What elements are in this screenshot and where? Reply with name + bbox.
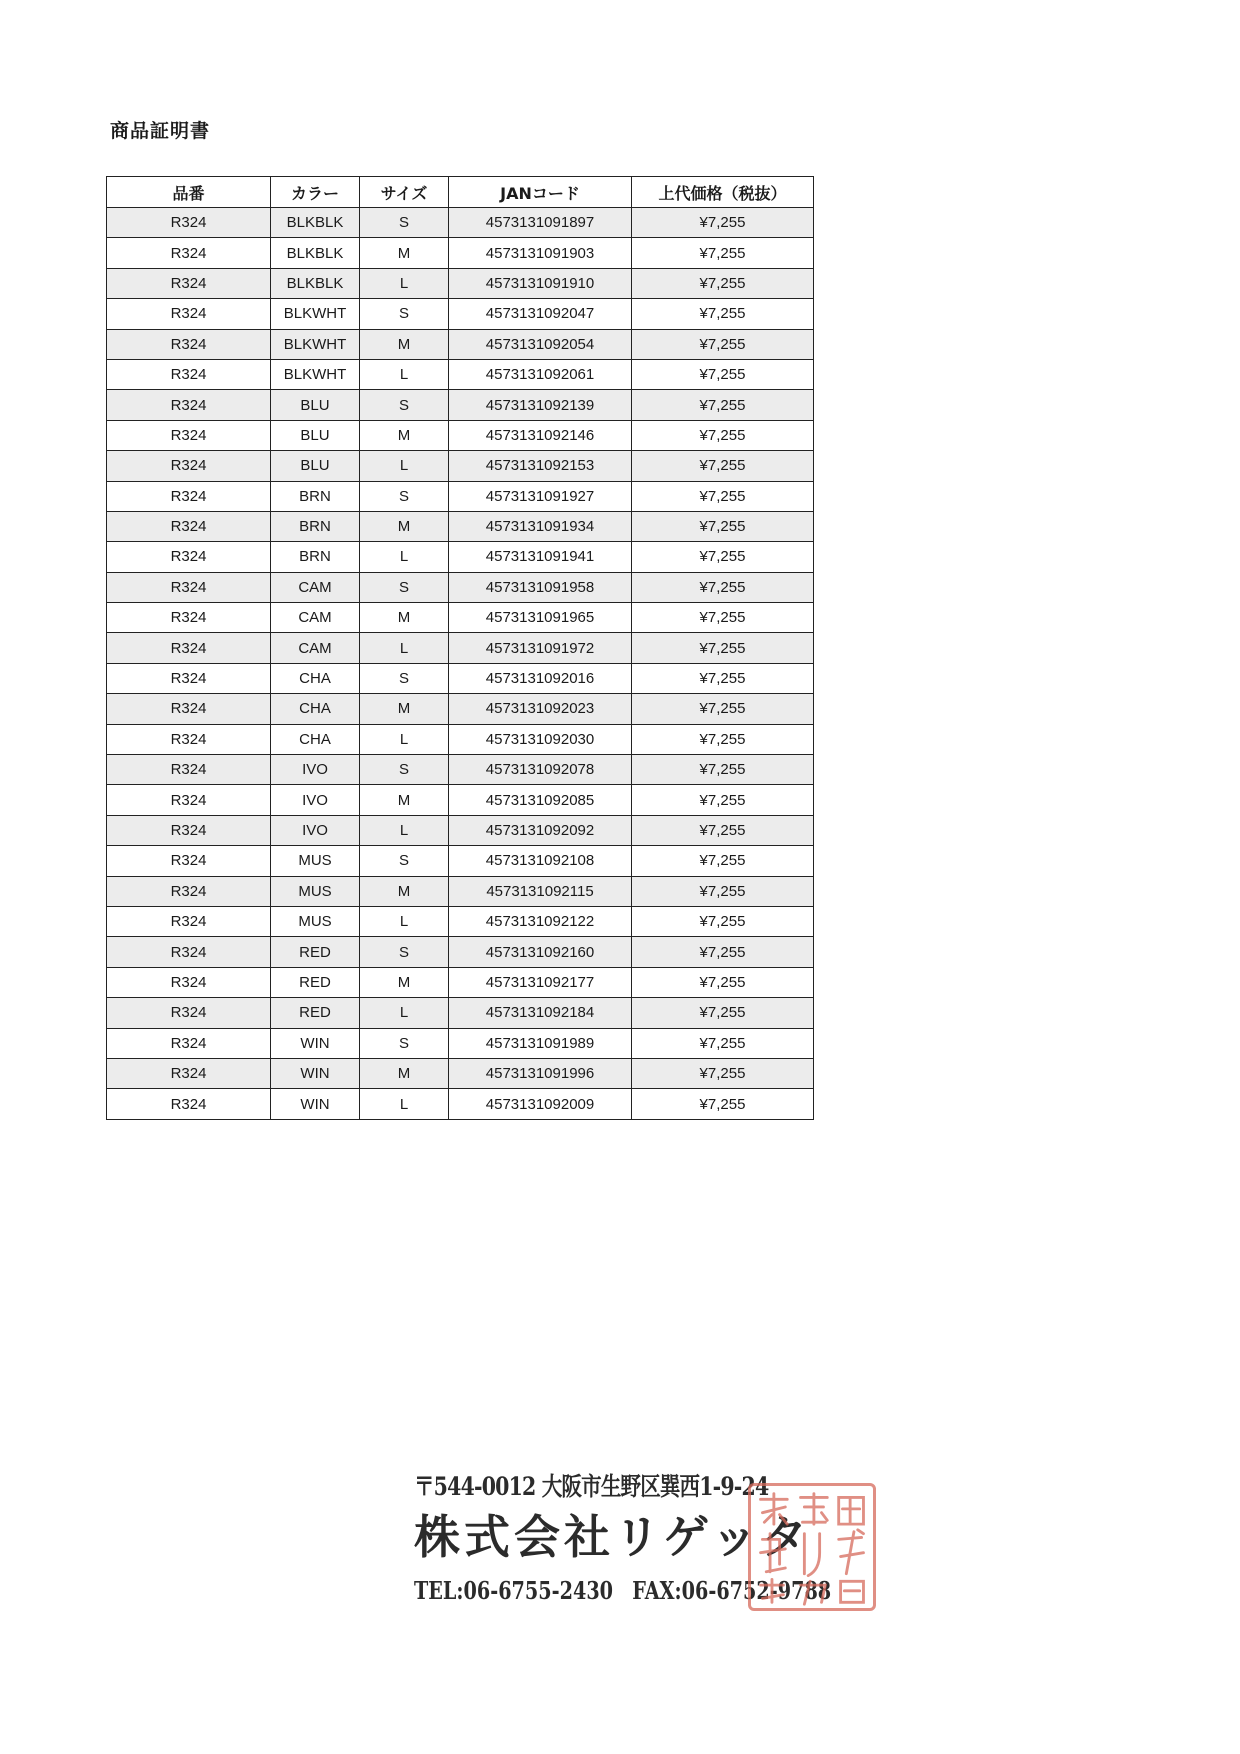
color-cell: BLU: [271, 420, 360, 450]
product-number-cell: R324: [107, 603, 271, 633]
product-number-cell: R324: [107, 572, 271, 602]
price-cell: ¥7,255: [632, 481, 814, 511]
price-cell: ¥7,255: [632, 876, 814, 906]
company-name: 株式会社リゲッタ: [414, 1510, 812, 1564]
jan-code-cell: 4573131091996: [449, 1058, 632, 1088]
size-cell: S: [360, 572, 449, 602]
price-cell: ¥7,255: [632, 1089, 814, 1119]
size-cell: S: [360, 937, 449, 967]
price-cell: ¥7,255: [632, 694, 814, 724]
price-cell: ¥7,255: [632, 967, 814, 997]
color-cell: RED: [271, 967, 360, 997]
size-cell: M: [360, 329, 449, 359]
color-cell: BLKBLK: [271, 238, 360, 268]
product-number-cell: R324: [107, 299, 271, 329]
color-cell: BLU: [271, 390, 360, 420]
table-row: [107, 603, 814, 633]
table-row: [107, 1058, 814, 1088]
price-cell: ¥7,255: [632, 937, 814, 967]
size-cell: M: [360, 694, 449, 724]
price-cell: ¥7,255: [632, 238, 814, 268]
product-number-cell: R324: [107, 1028, 271, 1058]
jan-code-cell: 4573131092009: [449, 1089, 632, 1119]
price-cell: ¥7,255: [632, 451, 814, 481]
size-cell: M: [360, 511, 449, 541]
table-row: [107, 390, 814, 420]
header-color: カラー: [271, 177, 360, 208]
size-cell: M: [360, 603, 449, 633]
size-cell: L: [360, 724, 449, 754]
jan-code-cell: 4573131092054: [449, 329, 632, 359]
price-cell: ¥7,255: [632, 299, 814, 329]
jan-code-cell: 4573131091927: [449, 481, 632, 511]
jan-code-cell: 4573131092139: [449, 390, 632, 420]
size-cell: M: [360, 785, 449, 815]
jan-code-cell: 4573131091897: [449, 208, 632, 238]
product-number-cell: R324: [107, 329, 271, 359]
jan-code-cell: 4573131092108: [449, 846, 632, 876]
company-contact: TEL:06-6755-2430 FAX:06-6752-9788: [414, 1576, 832, 1605]
product-number-cell: R324: [107, 208, 271, 238]
table-row: [107, 238, 814, 268]
size-cell: L: [360, 815, 449, 845]
jan-code-cell: 4573131092016: [449, 663, 632, 693]
color-cell: BLKWHT: [271, 329, 360, 359]
product-number-cell: R324: [107, 268, 271, 298]
product-number-cell: R324: [107, 511, 271, 541]
header-jan-code: JANコード: [449, 177, 632, 208]
product-number-cell: R324: [107, 451, 271, 481]
color-cell: IVO: [271, 755, 360, 785]
jan-code-cell: 4573131092153: [449, 451, 632, 481]
size-cell: M: [360, 420, 449, 450]
product-number-cell: R324: [107, 633, 271, 663]
color-cell: BRN: [271, 542, 360, 572]
table-row: [107, 785, 814, 815]
size-cell: S: [360, 208, 449, 238]
color-cell: WIN: [271, 1028, 360, 1058]
product-number-cell: R324: [107, 694, 271, 724]
product-number-cell: R324: [107, 815, 271, 845]
table-row: [107, 542, 814, 572]
header-retail-price: 上代価格（税抜）: [632, 177, 814, 208]
size-cell: L: [360, 1089, 449, 1119]
product-number-cell: R324: [107, 998, 271, 1028]
color-cell: BLKWHT: [271, 299, 360, 329]
product-number-cell: R324: [107, 481, 271, 511]
color-cell: BLU: [271, 451, 360, 481]
color-cell: MUS: [271, 876, 360, 906]
price-cell: ¥7,255: [632, 359, 814, 389]
product-number-cell: R324: [107, 542, 271, 572]
size-cell: L: [360, 633, 449, 663]
price-cell: ¥7,255: [632, 329, 814, 359]
color-cell: RED: [271, 998, 360, 1028]
table-row: [107, 967, 814, 997]
company-seal: [748, 1483, 876, 1611]
table-row: [107, 451, 814, 481]
product-number-cell: R324: [107, 937, 271, 967]
price-cell: ¥7,255: [632, 268, 814, 298]
table-row: [107, 511, 814, 541]
product-number-cell: R324: [107, 420, 271, 450]
jan-code-cell: 4573131091972: [449, 633, 632, 663]
table-row: [107, 1089, 814, 1119]
jan-code-cell: 4573131092085: [449, 785, 632, 815]
table-row: [107, 359, 814, 389]
product-number-cell: R324: [107, 967, 271, 997]
product-number-cell: R324: [107, 1089, 271, 1119]
company-seal-icon: [751, 1486, 873, 1608]
size-cell: S: [360, 390, 449, 420]
table-row: [107, 420, 814, 450]
table-row: [107, 208, 814, 238]
color-cell: CHA: [271, 663, 360, 693]
price-cell: ¥7,255: [632, 998, 814, 1028]
color-cell: CAM: [271, 572, 360, 602]
table-row: [107, 998, 814, 1028]
price-cell: ¥7,255: [632, 906, 814, 936]
product-number-cell: R324: [107, 238, 271, 268]
color-cell: RED: [271, 937, 360, 967]
color-cell: BLKBLK: [271, 268, 360, 298]
color-cell: MUS: [271, 906, 360, 936]
table-body: [107, 208, 814, 1120]
size-cell: L: [360, 451, 449, 481]
price-cell: ¥7,255: [632, 755, 814, 785]
jan-code-cell: 4573131092092: [449, 815, 632, 845]
company-address: 〒544-0012 大阪市生野区巽西1-9-24: [414, 1472, 769, 1501]
jan-code-cell: 4573131092122: [449, 906, 632, 936]
color-cell: BLKBLK: [271, 208, 360, 238]
product-number-cell: R324: [107, 846, 271, 876]
jan-code-cell: 4573131091989: [449, 1028, 632, 1058]
price-cell: ¥7,255: [632, 420, 814, 450]
price-cell: ¥7,255: [632, 633, 814, 663]
table-row: [107, 1028, 814, 1058]
size-cell: L: [360, 268, 449, 298]
product-number-cell: R324: [107, 755, 271, 785]
price-cell: ¥7,255: [632, 603, 814, 633]
size-cell: S: [360, 846, 449, 876]
color-cell: BRN: [271, 481, 360, 511]
price-cell: ¥7,255: [632, 572, 814, 602]
jan-code-cell: 4573131092030: [449, 724, 632, 754]
price-cell: ¥7,255: [632, 724, 814, 754]
color-cell: CAM: [271, 633, 360, 663]
size-cell: M: [360, 967, 449, 997]
color-cell: BRN: [271, 511, 360, 541]
jan-code-cell: 4573131092078: [449, 755, 632, 785]
jan-code-cell: 4573131092023: [449, 694, 632, 724]
table-row: [107, 876, 814, 906]
price-cell: ¥7,255: [632, 663, 814, 693]
product-number-cell: R324: [107, 906, 271, 936]
table-row: [107, 846, 814, 876]
jan-code-cell: 4573131092146: [449, 420, 632, 450]
product-number-cell: R324: [107, 876, 271, 906]
price-cell: ¥7,255: [632, 846, 814, 876]
jan-code-cell: 4573131092184: [449, 998, 632, 1028]
size-cell: L: [360, 359, 449, 389]
table-row: [107, 815, 814, 845]
size-cell: L: [360, 906, 449, 936]
header-size: サイズ: [360, 177, 449, 208]
size-cell: L: [360, 998, 449, 1028]
price-cell: ¥7,255: [632, 815, 814, 845]
table-row: [107, 329, 814, 359]
table-header-row: [107, 177, 814, 208]
product-number-cell: R324: [107, 390, 271, 420]
table-row: [107, 572, 814, 602]
jan-code-cell: 4573131091958: [449, 572, 632, 602]
color-cell: MUS: [271, 846, 360, 876]
size-cell: S: [360, 481, 449, 511]
price-cell: ¥7,255: [632, 511, 814, 541]
size-cell: S: [360, 663, 449, 693]
product-table: [106, 176, 814, 1120]
price-cell: ¥7,255: [632, 1058, 814, 1088]
jan-code-cell: 4573131091903: [449, 238, 632, 268]
size-cell: M: [360, 238, 449, 268]
color-cell: WIN: [271, 1089, 360, 1119]
product-number-cell: R324: [107, 785, 271, 815]
product-number-cell: R324: [107, 724, 271, 754]
table-row: [107, 268, 814, 298]
jan-code-cell: 4573131092177: [449, 967, 632, 997]
price-cell: ¥7,255: [632, 208, 814, 238]
color-cell: CHA: [271, 694, 360, 724]
price-cell: ¥7,255: [632, 1028, 814, 1058]
color-cell: CHA: [271, 724, 360, 754]
table-row: [107, 906, 814, 936]
jan-code-cell: 4573131091941: [449, 542, 632, 572]
color-cell: IVO: [271, 815, 360, 845]
size-cell: M: [360, 1058, 449, 1088]
size-cell: S: [360, 755, 449, 785]
jan-code-cell: 4573131092061: [449, 359, 632, 389]
table-row: [107, 755, 814, 785]
jan-code-cell: 4573131091965: [449, 603, 632, 633]
jan-code-cell: 4573131092115: [449, 876, 632, 906]
price-cell: ¥7,255: [632, 785, 814, 815]
price-cell: ¥7,255: [632, 390, 814, 420]
jan-code-cell: 4573131092047: [449, 299, 632, 329]
table-row: [107, 937, 814, 967]
table-row: [107, 724, 814, 754]
product-number-cell: R324: [107, 1058, 271, 1088]
size-cell: S: [360, 1028, 449, 1058]
table-row: [107, 663, 814, 693]
color-cell: WIN: [271, 1058, 360, 1088]
table-row: [107, 694, 814, 724]
size-cell: M: [360, 876, 449, 906]
header-product-number: 品番: [107, 177, 271, 208]
page-title: 商品証明書: [110, 120, 211, 142]
color-cell: CAM: [271, 603, 360, 633]
table-row: [107, 299, 814, 329]
table-row: [107, 633, 814, 663]
jan-code-cell: 4573131091934: [449, 511, 632, 541]
size-cell: S: [360, 299, 449, 329]
jan-code-cell: 4573131091910: [449, 268, 632, 298]
table-row: [107, 481, 814, 511]
color-cell: BLKWHT: [271, 359, 360, 389]
price-cell: ¥7,255: [632, 542, 814, 572]
size-cell: L: [360, 542, 449, 572]
product-number-cell: R324: [107, 359, 271, 389]
product-number-cell: R324: [107, 663, 271, 693]
color-cell: IVO: [271, 785, 360, 815]
jan-code-cell: 4573131092160: [449, 937, 632, 967]
